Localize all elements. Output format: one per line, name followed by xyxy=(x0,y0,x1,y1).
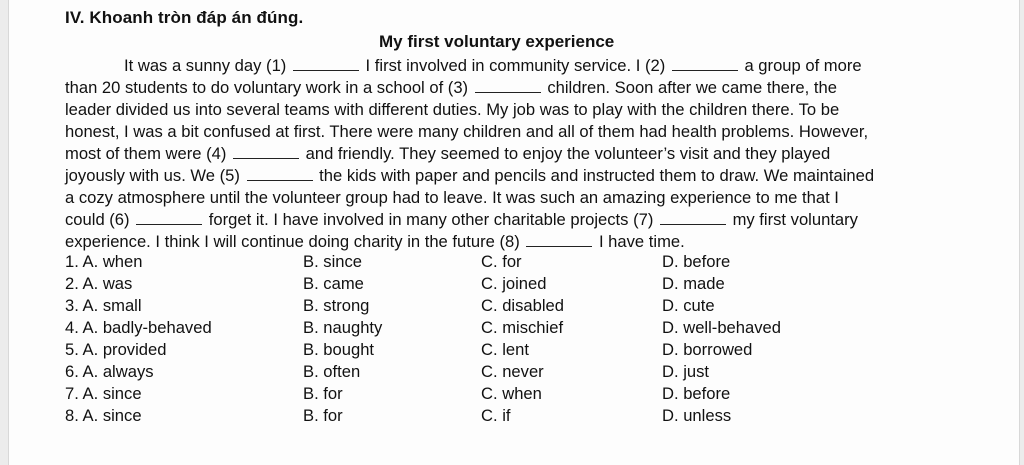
passage-text: most of them were (4) xyxy=(65,144,231,163)
passage-line xyxy=(65,55,975,77)
option-a[interactable]: 2. A. was xyxy=(65,274,133,293)
option-c[interactable]: C. disabled xyxy=(481,296,565,315)
question-row xyxy=(65,252,965,274)
passage-text: experience. I think I will continue doing charity in the future (8) xyxy=(65,232,525,251)
passage-text: could (6) xyxy=(65,210,135,229)
answer-blank xyxy=(247,168,313,181)
passage-title: My first voluntary experience xyxy=(379,32,615,51)
option-b[interactable]: B. came xyxy=(303,274,364,293)
passage-text: honest, I was a bit confused at first. There were many children and all of them had health problems. However, xyxy=(65,122,869,141)
passage-line xyxy=(65,121,975,143)
option-b[interactable]: B. strong xyxy=(303,296,370,315)
option-d[interactable]: D. just xyxy=(662,362,710,381)
question-row xyxy=(65,384,965,406)
answer-blank xyxy=(660,212,726,225)
option-a[interactable]: 3. A. small xyxy=(65,296,142,315)
passage-line xyxy=(65,231,975,253)
passage-text: I have time. xyxy=(594,232,685,251)
answer-blank xyxy=(233,146,299,159)
answer-blank xyxy=(136,212,202,225)
passage-line xyxy=(65,77,975,99)
passage-text: joyously with us. We (5) xyxy=(65,166,245,185)
worksheet-page xyxy=(8,0,1020,465)
answer-options xyxy=(65,252,965,428)
passage-text: I first involved in community service. I (2) xyxy=(360,56,670,75)
passage-line xyxy=(65,143,975,165)
option-d[interactable]: D. unless xyxy=(662,406,732,425)
option-b[interactable]: B. for xyxy=(303,384,343,403)
passage-text: forget it. I have involved in many other charitable projects (7) xyxy=(204,210,658,229)
answer-blank xyxy=(293,58,359,71)
passage-line xyxy=(65,165,975,187)
passage-text: leader divided us into several teams with different duties. My job was to play with the children there. To be xyxy=(65,100,840,119)
passage-line xyxy=(65,187,975,209)
passage xyxy=(65,55,975,253)
passage-text: than 20 students to do voluntary work in a school of (3) xyxy=(65,78,473,97)
passage-text: a group of more xyxy=(739,56,862,75)
question-row xyxy=(65,274,965,296)
option-d[interactable]: D. borrowed xyxy=(662,340,753,359)
option-a[interactable]: 6. A. always xyxy=(65,362,154,381)
option-d[interactable]: D. cute xyxy=(662,296,715,315)
answer-blank xyxy=(526,234,592,247)
question-row xyxy=(65,296,965,318)
option-a[interactable]: 5. A. provided xyxy=(65,340,167,359)
option-d[interactable]: D. well-behaved xyxy=(662,318,781,337)
option-c[interactable]: C. for xyxy=(481,252,522,271)
passage-line xyxy=(65,99,975,121)
option-a[interactable]: 8. A. since xyxy=(65,406,142,425)
question-row xyxy=(65,362,965,384)
option-a[interactable]: 7. A. since xyxy=(65,384,142,403)
option-a[interactable]: 1. A. when xyxy=(65,252,143,271)
passage-line xyxy=(65,209,975,231)
question-row xyxy=(65,318,965,340)
option-c[interactable]: C. lent xyxy=(481,340,529,359)
passage-text: children. Soon after we came there, the xyxy=(542,78,837,97)
question-row xyxy=(65,406,965,428)
option-b[interactable]: B. for xyxy=(303,406,343,425)
option-c[interactable]: C. if xyxy=(481,406,511,425)
passage-text: a cozy atmosphere until the volunteer group had to leave. It was such an amazing experience to me that I xyxy=(65,188,839,207)
option-d[interactable]: D. before xyxy=(662,384,731,403)
answer-blank xyxy=(475,80,541,93)
option-b[interactable]: B. since xyxy=(303,252,363,271)
question-row xyxy=(65,340,965,362)
answer-blank xyxy=(672,58,738,71)
option-c[interactable]: C. when xyxy=(481,384,542,403)
passage-text: and friendly. They seemed to enjoy the volunteer’s visit and they played xyxy=(301,144,831,163)
option-c[interactable]: C. mischief xyxy=(481,318,564,337)
passage-text: the kids with paper and pencils and instructed them to draw. We maintained xyxy=(314,166,875,185)
option-d[interactable]: D. made xyxy=(662,274,725,293)
passage-text: my first voluntary xyxy=(727,210,858,229)
option-c[interactable]: C. never xyxy=(481,362,544,381)
section-title: IV. Khoanh tròn đáp án đúng. xyxy=(65,8,304,27)
option-b[interactable]: B. bought xyxy=(303,340,375,359)
passage-text: It was a sunny day (1) xyxy=(124,56,291,75)
option-d[interactable]: D. before xyxy=(662,252,731,271)
option-b[interactable]: B. naughty xyxy=(303,318,383,337)
option-c[interactable]: C. joined xyxy=(481,274,547,293)
option-b[interactable]: B. often xyxy=(303,362,361,381)
option-a[interactable]: 4. A. badly-behaved xyxy=(65,318,212,337)
